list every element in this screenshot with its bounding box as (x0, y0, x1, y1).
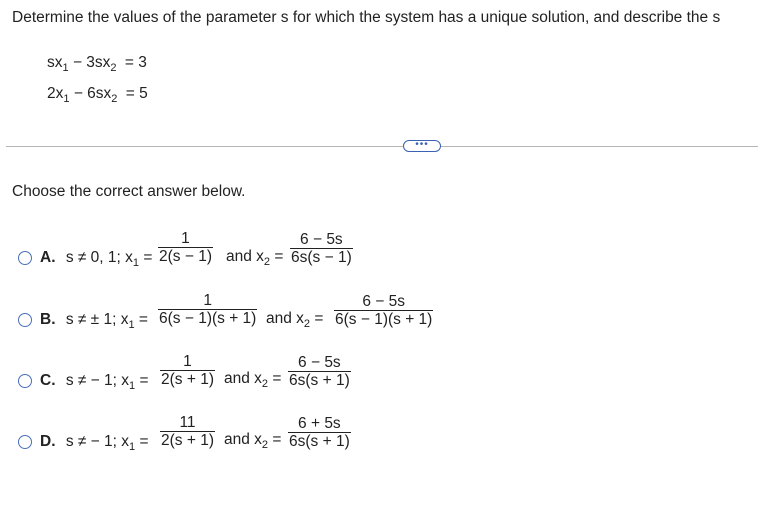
option-a-label[interactable] (40, 249, 152, 267)
x2-numerator: 6 − 5s (300, 231, 343, 248)
and-x2 (224, 370, 281, 388)
and-x2 (226, 248, 283, 266)
x1-fraction (160, 353, 215, 388)
eq1-sub-1: 1 (62, 62, 69, 74)
x1-sub: 1 (132, 257, 140, 269)
eq2-term-1: 2x (47, 85, 64, 102)
x2-denominator: 6s(s + 1) (289, 372, 350, 389)
option-condition: s ≠ 0, 1; x (65, 249, 133, 266)
x2-denominator: 6s(s − 1) (291, 249, 352, 266)
x2-numerator: 6 − 5s (298, 354, 341, 371)
more-button[interactable]: ••• (403, 140, 441, 152)
eq1-term-1: sx (47, 54, 63, 71)
equation-2 (47, 85, 148, 103)
x1-numerator: 1 (203, 292, 212, 309)
x1-fraction (158, 292, 257, 327)
x2-fraction (334, 293, 433, 328)
option-d-label[interactable] (40, 433, 149, 451)
option-letter: B. (40, 311, 56, 328)
equals-sign: = (139, 433, 149, 450)
and-text: and x (224, 431, 262, 448)
eq2-sub-2: 2 (111, 93, 118, 105)
x1-sub: 1 (129, 380, 136, 392)
and-x2 (266, 310, 323, 328)
equals-sign: = (274, 248, 284, 265)
x1-sub: 1 (128, 319, 135, 331)
x1-numerator: 11 (179, 414, 196, 431)
equals-sign: = (139, 372, 149, 389)
question-text: Determine the values of the parameter s for which the system has a unique solution, and describe the s (12, 9, 721, 26)
equals-sign: = (272, 370, 282, 387)
x2-sub: 2 (261, 439, 269, 451)
eq1-sub-2: 2 (110, 62, 117, 74)
option-b-label[interactable] (40, 311, 148, 329)
and-text: and x (226, 248, 264, 265)
option-letter: A. (40, 249, 56, 266)
eq2-term-2: − 6sx (73, 85, 112, 102)
eq1-rhs: = 3 (124, 54, 147, 71)
equals-sign: = (138, 311, 148, 328)
and-x2 (224, 431, 281, 449)
x1-fraction (158, 230, 213, 265)
option-letter: D. (40, 433, 56, 450)
eq1-term-2: − 3sx (72, 54, 111, 71)
prompt-text: Choose the correct answer below. (12, 183, 246, 200)
x2-fraction (288, 415, 351, 450)
option-condition: s ≠ − 1; x (65, 433, 130, 450)
and-text: and x (266, 310, 304, 327)
x2-sub: 2 (261, 378, 269, 390)
x1-denominator: 2(s + 1) (161, 432, 214, 449)
eq2-rhs: = 5 (125, 85, 148, 102)
option-condition: s ≠ − 1; x (65, 372, 130, 389)
x2-fraction (290, 231, 353, 266)
x2-fraction (288, 354, 351, 389)
equation-1 (47, 54, 147, 72)
radio-option-a[interactable] (18, 251, 32, 265)
option-condition: s ≠ ± 1; x (65, 311, 129, 328)
equals-sign: = (272, 431, 282, 448)
x1-numerator: 1 (183, 353, 192, 370)
radio-option-c[interactable] (18, 374, 32, 388)
x1-fraction (160, 414, 215, 449)
x2-numerator: 6 − 5s (362, 293, 405, 310)
equals-sign: = (143, 249, 153, 266)
x1-denominator: 2(s − 1) (159, 248, 212, 265)
radio-option-b[interactable] (18, 313, 32, 327)
x2-sub: 2 (303, 318, 311, 330)
eq2-sub-1: 1 (63, 93, 70, 105)
x1-numerator: 1 (181, 230, 190, 247)
x2-denominator: 6s(s + 1) (289, 433, 350, 450)
option-letter: C. (40, 372, 56, 389)
option-c-label[interactable] (40, 372, 149, 390)
radio-option-d[interactable] (18, 435, 32, 449)
x2-sub: 2 (263, 256, 271, 268)
x1-denominator: 6(s − 1)(s + 1) (159, 310, 257, 327)
x1-denominator: 2(s + 1) (161, 371, 214, 388)
x2-denominator: 6(s − 1)(s + 1) (335, 311, 433, 328)
x2-numerator: 6 + 5s (298, 415, 341, 432)
equals-sign: = (314, 310, 324, 327)
and-text: and x (224, 370, 262, 387)
divider (6, 146, 758, 147)
x1-sub: 1 (129, 441, 136, 453)
